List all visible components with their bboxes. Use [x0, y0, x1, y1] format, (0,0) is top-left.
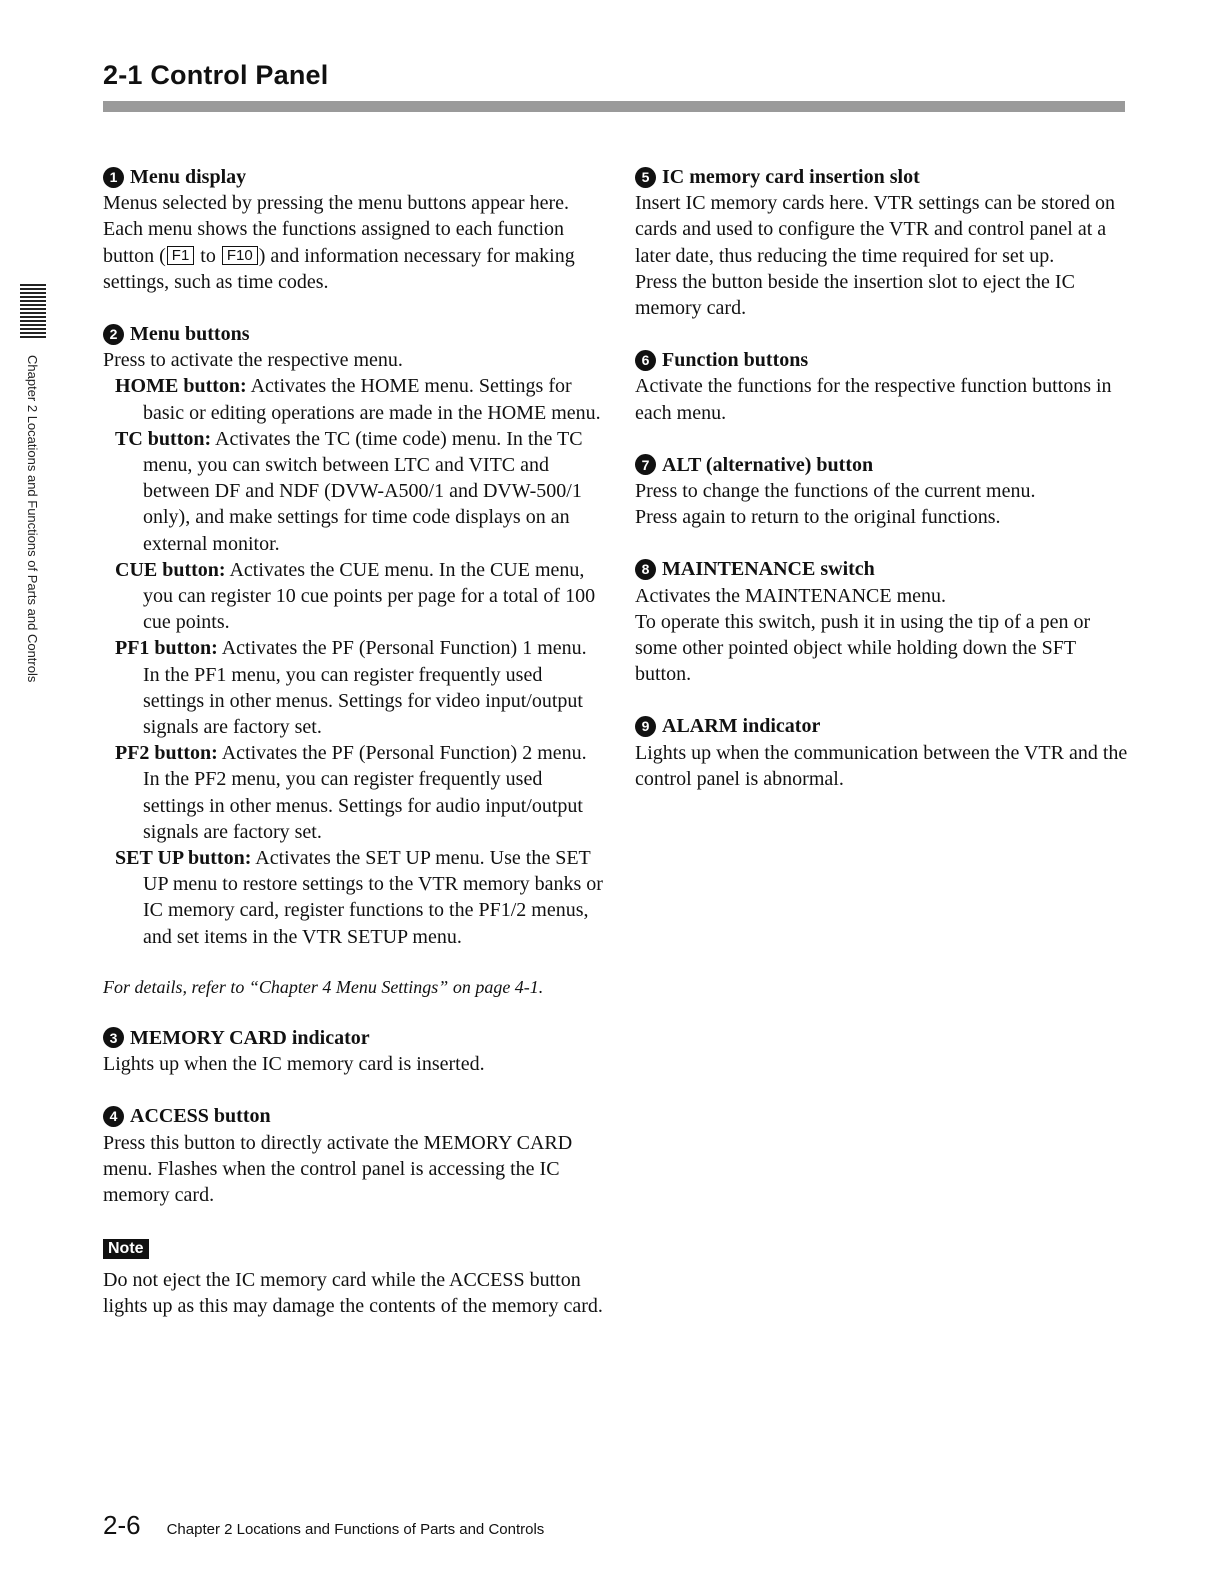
- paragraph: Menus selected by pressing the menu buttons appear here.: [103, 192, 569, 215]
- note-box: [103, 1234, 603, 1319]
- section-heading: ACCESS button: [130, 1105, 271, 1128]
- paragraph: Press again to return to the original functions.: [635, 506, 1001, 529]
- note-label: Note: [103, 1239, 149, 1259]
- number-badge: 7: [635, 454, 656, 475]
- number-badge: 3: [103, 1027, 124, 1048]
- side-chapter-label: Chapter 2 Locations and Functions of Parts and Controls: [25, 355, 40, 683]
- section-heading: Function buttons: [662, 349, 809, 372]
- section-memory-card-indicator: [103, 1025, 603, 1077]
- button-description-pf1: PF1 button: Activates the PF (Personal Function) 1 menu. In the PF1 menu, you can register frequently used settings in other menus. Settings for video input/output signals are factory set.: [115, 637, 587, 739]
- number-badge: 2: [103, 324, 124, 345]
- paragraph: To operate this switch, push it in using the tip of a pen or some other pointed object while holding down the SFT button.: [635, 610, 1091, 686]
- page-title: 2-1 Control Panel: [103, 60, 329, 90]
- paragraph: Press the button beside the insertion slot to eject the IC memory card.: [635, 270, 1075, 320]
- paragraph: Each menu shows the functions assigned to each function button ( F1 to F10 ) and information necessary for making settings, such as time codes.: [103, 218, 575, 293]
- section-alarm-indicator: [635, 713, 1135, 792]
- left-column: [103, 164, 603, 1320]
- section-menu-display: [103, 164, 603, 295]
- section-heading: ALT (alternative) button: [662, 453, 874, 476]
- paragraph: Insert IC memory cards here. VTR settings can be stored on cards and used to configure the VTR and control panel at a later date, thus reducing the time required for set up.: [635, 192, 1116, 267]
- section-heading: IC memory card insertion slot: [662, 166, 920, 188]
- button-description-cue: CUE button: Activates the CUE menu. In the CUE menu, you can register 10 cue points per page for a total of 100 cue points.: [115, 558, 596, 634]
- section-access-button: [103, 1103, 603, 1208]
- paragraph: Lights up when the communication between the VTR and the control panel is abnormal.: [635, 741, 1128, 790]
- button-description-tc: TC button: Activates the TC (time code) menu. In the TC menu, you can switch between LTC and VITC and between DF and NDF (DVW-A500/1 and DVW-500/1 only), and make settings for time code displays on an external monitor.: [115, 427, 583, 555]
- paragraph: Activate the functions for the respective function buttons in each menu.: [635, 375, 1112, 424]
- key-f1: F1: [167, 246, 195, 265]
- paragraph: Press to change the functions of the current menu.: [635, 480, 1036, 503]
- number-badge: 6: [635, 350, 656, 371]
- section-heading: MAINTENANCE switch: [662, 558, 875, 581]
- number-badge: 8: [635, 559, 656, 580]
- cross-reference: For details, refer to “Chapter 4 Menu Settings” on page 4-1.: [103, 976, 544, 997]
- paragraph: Activates the MAINTENANCE menu.: [635, 584, 947, 607]
- number-badge: 4: [103, 1106, 124, 1127]
- paragraph: Press to activate the respective menu.: [103, 349, 403, 372]
- key-f10: F10: [222, 246, 258, 265]
- number-badge: 9: [635, 716, 656, 737]
- section-maintenance-switch: [635, 556, 1135, 687]
- paragraph: Lights up when the IC memory card is inserted.: [103, 1053, 485, 1076]
- number-badge: 1: [103, 167, 124, 188]
- button-description-setup: SET UP button: Activates the SET UP menu. Use the SET UP menu to restore settings to the VTR memory banks or IC memory card, register functions to the PF1/2 menus, and set items in the VTR SETUP menu.: [115, 847, 603, 948]
- page-footer: [103, 1510, 544, 1541]
- section-alt-button: [635, 452, 1135, 531]
- footer-chapter-title: Chapter 2 Locations and Functions of Parts and Controls: [166, 1521, 545, 1538]
- button-description-home: HOME button: Activates the HOME menu. Settings for basic or editing operations are made in the HOME menu.: [115, 375, 601, 424]
- section-heading: Menu buttons: [130, 323, 250, 346]
- section-heading: Menu display: [130, 166, 247, 188]
- section-ic-card-slot: [635, 164, 1135, 321]
- section-heading: MEMORY CARD indicator: [130, 1026, 370, 1049]
- right-column: [635, 164, 1135, 818]
- button-description-pf2: PF2 button: Activates the PF (Personal Function) 2 menu. In the PF2 menu, you can register frequently used settings in other menus. Settings for audio input/output signals are factory set.: [115, 742, 587, 843]
- number-badge: 5: [635, 167, 656, 188]
- chapter-tab-marker: [20, 284, 46, 340]
- paragraph: Press this button to directly activate the MEMORY CARD menu. Flashes when the control panel is accessing the IC memory card.: [103, 1131, 573, 1206]
- note-text: Do not eject the IC memory card while the ACCESS button lights up as this may damage the contents of the memory card.: [103, 1269, 603, 1318]
- section-heading: ALARM indicator: [662, 715, 821, 738]
- section-function-buttons: [635, 347, 1135, 426]
- page-number: 2-6: [103, 1510, 141, 1540]
- section-menu-buttons: [103, 321, 603, 950]
- title-rule: [103, 101, 1125, 112]
